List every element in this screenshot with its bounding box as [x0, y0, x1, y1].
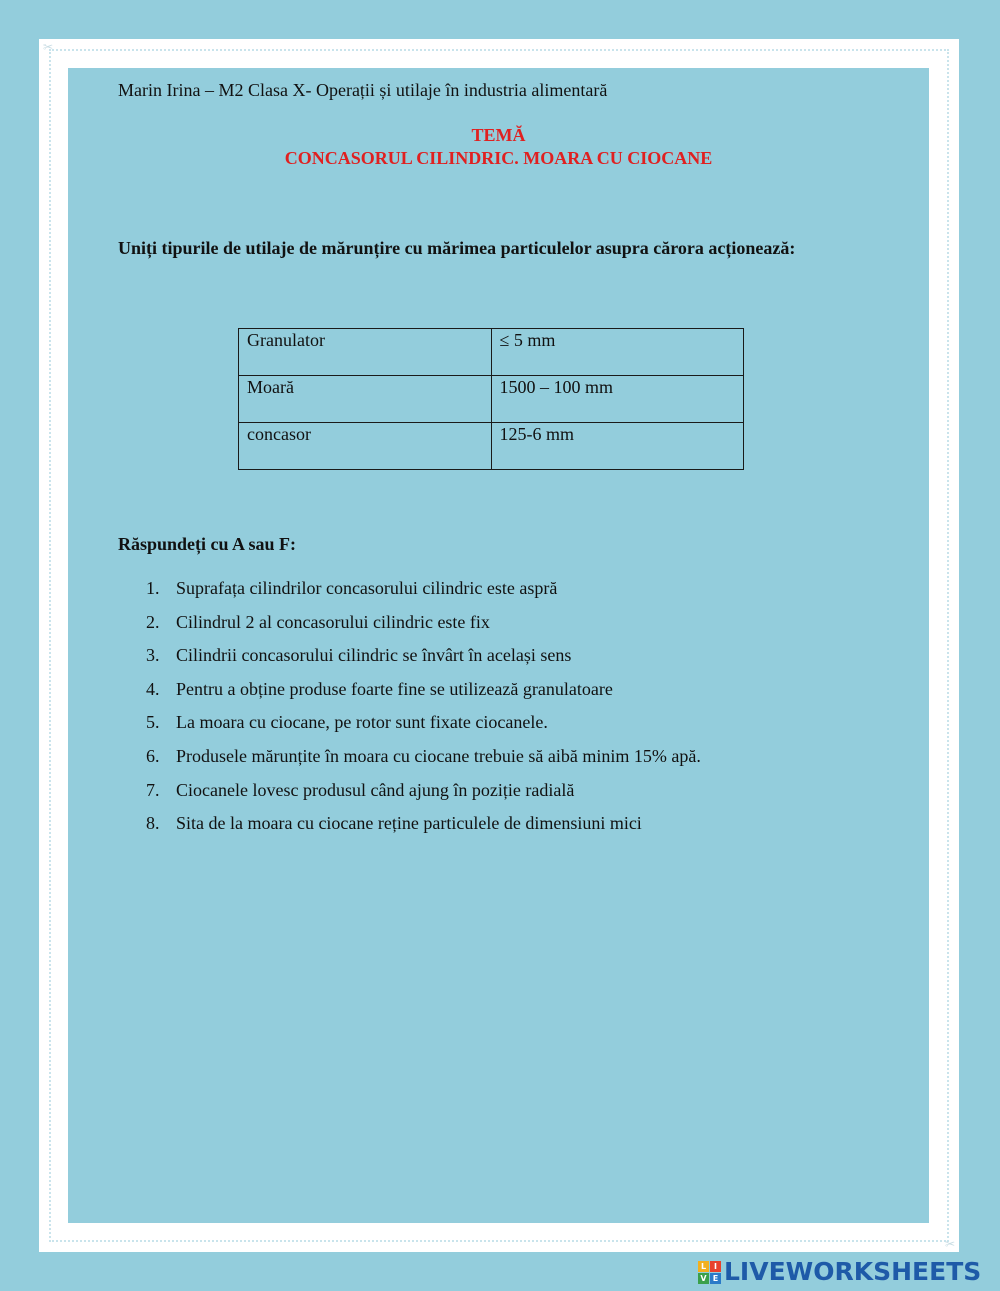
item-text: Ciocanele lovesc produsul când ajung în poziție radială	[176, 779, 575, 800]
list-item	[146, 813, 701, 847]
corner-ornament-icon: ✂	[944, 1237, 955, 1251]
liveworksheets-logo[interactable]	[698, 1259, 981, 1285]
matching-table	[238, 328, 744, 470]
item-text: Pentru a obține produse foarte fine se utilizează granulatoare	[176, 678, 613, 699]
item-number: 1.	[146, 578, 160, 598]
logo-badge-letter: E	[710, 1273, 721, 1284]
item-number: 8.	[146, 813, 160, 834]
logo-badge-letter: L	[698, 1261, 709, 1272]
size-cell[interactable]: ≤ 5 mm	[491, 329, 744, 376]
title-line-2: CONCASORUL CILINDRIC. MOARA CU CIOCANE	[284, 148, 713, 168]
equipment-cell[interactable]: concasor	[239, 423, 492, 470]
logo-badge-letter: V	[698, 1273, 709, 1284]
logo-badge-letter: I	[710, 1261, 721, 1272]
item-text: Produsele mărunțite în moara cu ciocane trebuie să aibă minim 15% apă.	[176, 745, 701, 766]
item-number: 7.	[146, 779, 160, 800]
page-title	[68, 124, 929, 170]
list-item	[146, 780, 701, 814]
equipment-cell[interactable]: Moară	[239, 376, 492, 423]
list-item	[146, 712, 701, 746]
size-cell[interactable]: 1500 – 100 mm	[491, 376, 744, 423]
logo-badge-icon	[698, 1261, 721, 1284]
corner-ornament-icon: ✂	[43, 40, 54, 54]
item-text: Cilindrul 2 al concasorului cilindric este fix	[176, 611, 490, 632]
item-number: 6.	[146, 745, 160, 766]
item-number: 5.	[146, 712, 160, 733]
author-line: Marin Irina – M2 Clasa X- Operații și utilaje în industria alimentară	[118, 80, 608, 100]
list-item	[146, 612, 701, 646]
list-item	[146, 679, 701, 713]
item-text: Cilindrii concasorului cilindric se învârt în același sens	[176, 645, 572, 666]
list-item	[146, 578, 701, 612]
item-text: Suprafața cilindrilor concasorului cilindric este aspră	[176, 578, 558, 598]
item-number: 4.	[146, 678, 160, 699]
worksheet-content	[68, 68, 929, 1223]
matching-instruction: Uniți tipurile de utilaje de mărunțire cu mărimea particulelor asupra cărora acționează:	[118, 238, 796, 258]
list-item	[146, 746, 701, 780]
item-text: Sita de la moara cu ciocane reține particulele de dimensiuni mici	[176, 813, 642, 834]
logo-text: LIVEWORKSHEETS	[724, 1257, 982, 1286]
title-line-1: TEMĂ	[471, 125, 526, 145]
size-cell[interactable]: 125-6 mm	[491, 423, 744, 470]
item-number: 2.	[146, 611, 160, 632]
table-row	[239, 329, 744, 376]
equipment-cell[interactable]: Granulator	[239, 329, 492, 376]
true-false-list	[146, 578, 701, 847]
item-text: La moara cu ciocane, pe rotor sunt fixate ciocanele.	[176, 712, 548, 733]
table-row	[239, 423, 744, 470]
list-item	[146, 645, 701, 679]
table-row	[239, 376, 744, 423]
item-number: 3.	[146, 645, 160, 666]
true-false-instruction: Răspundeți cu A sau F:	[118, 534, 297, 554]
